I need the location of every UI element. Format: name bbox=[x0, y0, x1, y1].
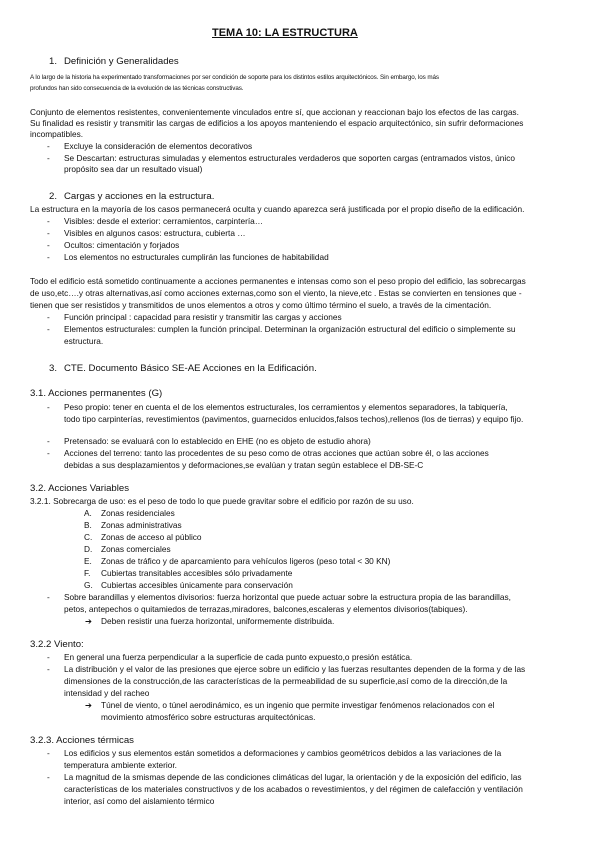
viento-arrow-note-cont: movimiento atmosférico sobre estructuras arquitectónicas. bbox=[101, 712, 316, 722]
page-title: TEMA 10: LA ESTRUCTURA bbox=[212, 27, 358, 39]
zone-letter: B. bbox=[84, 520, 92, 530]
section-1-intro-line: profundos han sido consecuencia de la evolución de las técnicas constructivas. bbox=[30, 85, 244, 92]
section-2-paragraph-line: de uso,etc….y otras alternativas,así como acciones externas,como son el viento, la nieve,etc . Estas se convierten en tensiones que - bbox=[30, 288, 522, 298]
section-2-bullet: Ocultos: cimentación y forjados bbox=[64, 240, 180, 250]
section-2-bullet: Visibles: desde el exterior: cerramientos, carpintería… bbox=[64, 216, 264, 226]
bullet-dash: - bbox=[47, 240, 50, 250]
zone-item: Zonas residenciales bbox=[101, 508, 175, 518]
zone-letter: D. bbox=[84, 544, 93, 554]
zone-letter: G. bbox=[84, 580, 93, 590]
bullet-dash: - bbox=[47, 141, 50, 151]
bullet-dash: - bbox=[47, 252, 50, 262]
bullet-dash: - bbox=[47, 312, 50, 322]
zone-item: Zonas de tráfico y de aparcamiento para vehículos ligeros (peso total < 30 KN) bbox=[101, 556, 391, 566]
bullet-dash: - bbox=[47, 402, 50, 412]
viento-arrow-note: Túnel de viento, o túnel aerodinámico, es un ingenio que permite investigar fenómenos relacionados con el bbox=[101, 700, 495, 710]
section-1-bullet: Se Descartan: estructuras simuladas y elementos estructurales verdaderos que soporten cargas (entramados vistos, único bbox=[64, 153, 516, 163]
zone-letter: F. bbox=[84, 568, 91, 578]
section-2-paragraph-line: tienen que ser resistidos y transmitidos de unos elementos a otros y como último término el suelo, a través de la cimentación. bbox=[30, 300, 492, 310]
section-3-heading: CTE. Documento Básico SE-AE Acciones en la Edificación. bbox=[64, 363, 317, 374]
arrow-icon: ➔ bbox=[85, 616, 92, 626]
termicas-bullet: La magnitud de la smismas depende de las condiciones climáticas del lugar, la orientación y de la exposición del edificio, las bbox=[64, 772, 522, 782]
section-2-intro: La estructura en la mayoría de los casos permanecerá oculta y cuando aparezca será justificada por el propio diseño de la edificación. bbox=[30, 204, 525, 214]
section-2-bullet-cont: estructura. bbox=[64, 336, 104, 346]
subsection-3-1-item: Pretensado: se evaluará con lo establecido en EHE (no es objeto de estudio ahora) bbox=[64, 436, 371, 446]
section-2-number: 2. bbox=[49, 191, 58, 202]
zone-item: Cubiertas transitables accesibles sólo privadamente bbox=[101, 568, 293, 578]
section-1-intro-line: A lo largo de la historia ha experimentado transformaciones por ser condición de soporte para los distintos estilos arquitectónicos. Sin embargo, los más bbox=[30, 74, 439, 81]
subsection-3-1-item-cont: todo tipo carpinterías, revestimientos (pavimentos, guarnecidos enlucidos,falsos techos),rellenos (los de tierras) y equipo fijo. bbox=[64, 414, 524, 424]
viento-bullet-cont: intensidad y del racheo bbox=[64, 688, 150, 698]
section-2-bullet: Visibles en algunos casos: estructura, cubierta … bbox=[64, 228, 246, 238]
subsection-3-1-item: Peso propio: tener en cuenta el de los elementos estructurales, los cerramientos y elementos separadores, la tabiquería, bbox=[64, 402, 508, 412]
termicas-bullet-cont: interior, así como del aislamiento térmico bbox=[64, 796, 215, 806]
subsection-3-2-2-heading: 3.2.2 Viento: bbox=[30, 639, 84, 650]
bullet-dash: - bbox=[47, 216, 50, 226]
bullet-dash: - bbox=[47, 772, 50, 782]
section-2-paragraph-line: Todo el edificio está sometido continuamente a acciones permanentes e intensas como son el peso propio del edificio, las sobrecargas bbox=[30, 276, 526, 286]
zone-item: Zonas comerciales bbox=[101, 544, 171, 554]
bullet-dash: - bbox=[47, 324, 50, 334]
termicas-bullet-cont: temperatura ambiente exterior. bbox=[64, 760, 177, 770]
section-2-bullet: Función principal : capacidad para resistir y transmitir las cargas y acciones bbox=[64, 312, 342, 322]
barandillas-arrow-note: Deben resistir una fuerza horizontal, uniformemente distribuida. bbox=[101, 616, 335, 626]
zone-letter: E. bbox=[84, 556, 92, 566]
barandillas-line: petos, antepechos o quitamiedos de terrazas,miradores, balcones,escaleras y elementos divisorios(tabiques). bbox=[64, 604, 468, 614]
subsection-3-2-1-intro: 3.2.1. Sobrecarga de uso: es el peso de todo lo que puede gravitar sobre el edificio por razón de su uso. bbox=[30, 496, 414, 506]
zone-letter: A. bbox=[84, 508, 92, 518]
subsection-3-1-heading: 3.1. Acciones permanentes (G) bbox=[30, 388, 163, 399]
zone-item: Zonas administrativas bbox=[101, 520, 182, 530]
section-2-heading: Cargas y acciones en la estructura. bbox=[64, 191, 215, 202]
viento-bullet-cont: dimensiones de la construcción,de las características de la permeabilidad de su superficie,así como de la dirección,de la bbox=[64, 676, 508, 686]
subsection-3-1-item-cont: debidas a sus desplazamientos y deformaciones,se evalúan y tratan según establece el DB-SE-C bbox=[64, 460, 424, 470]
bullet-dash: - bbox=[47, 592, 50, 602]
subsection-3-1-item: Acciones del terreno: tanto las procedentes de su peso como de otras acciones que actúan sobre él, o las acciones bbox=[64, 448, 489, 458]
section-1-number: 1. bbox=[49, 56, 58, 67]
section-1-paragraph-line: incompatibles. bbox=[30, 129, 84, 139]
section-3-number: 3. bbox=[49, 363, 58, 374]
subsection-3-2-heading: 3.2. Acciones Variables bbox=[30, 483, 130, 494]
barandillas-line: Sobre barandillas y elementos divisorios: fuerza horizontal que puede actuar sobre la estructura propia de las barandillas, bbox=[64, 592, 511, 602]
section-1-heading: Definición y Generalidades bbox=[64, 56, 179, 67]
termicas-bullet-cont: características de los materiales constructivos y de los acabados o revestimientos, y del régimen de calefacción y ventilación bbox=[64, 784, 523, 794]
bullet-dash: - bbox=[47, 664, 50, 674]
section-1-bullet: Excluye la consideración de elementos decorativos bbox=[64, 141, 253, 151]
bullet-dash: - bbox=[47, 448, 50, 458]
viento-bullet: La distribución y el valor de las presiones que ejerce sobre un edificio y las fuerzas resultantes dependen de la forma y de las bbox=[64, 664, 526, 674]
arrow-icon: ➔ bbox=[85, 700, 92, 710]
zone-item: Zonas de acceso al público bbox=[101, 532, 202, 542]
section-1-paragraph-line: Su finalidad es resistir y transmitir las cargas de edificios a los apoyos manteniendo el espacio arquitectónico, sin sufrir deformaciones bbox=[30, 118, 524, 128]
section-1-bullet-cont: propósito sea dar un resultado visual) bbox=[64, 164, 203, 174]
bullet-dash: - bbox=[47, 436, 50, 446]
viento-bullet: En general una fuerza perpendicular a la superficie de cada punto expuesto,o presión estática. bbox=[64, 652, 413, 662]
termicas-bullet: Los edificios y sus elementos están sometidos a deformaciones y cambios geométricos debidos a las variaciones de la bbox=[64, 748, 502, 758]
subsection-3-2-3-heading: 3.2.3. Acciones térmicas bbox=[30, 735, 134, 746]
section-2-bullet: Los elementos no estructurales cumplirán las funciones de habitabilidad bbox=[64, 252, 329, 262]
zone-item: Cubiertas accesibles únicamente para conservación bbox=[101, 580, 293, 590]
bullet-dash: - bbox=[47, 153, 50, 163]
section-1-paragraph-line: Conjunto de elementos resistentes, convenientemente vinculados entre sí, que accionan y reaccionan bajo los efectos de las cargas. bbox=[30, 107, 519, 117]
zone-letter: C. bbox=[84, 532, 93, 542]
bullet-dash: - bbox=[47, 748, 50, 758]
bullet-dash: - bbox=[47, 228, 50, 238]
section-2-bullet: Elementos estructurales: cumplen la función principal. Determinan la organización estructural del edificio o simplemente su bbox=[64, 324, 516, 334]
bullet-dash: - bbox=[47, 652, 50, 662]
